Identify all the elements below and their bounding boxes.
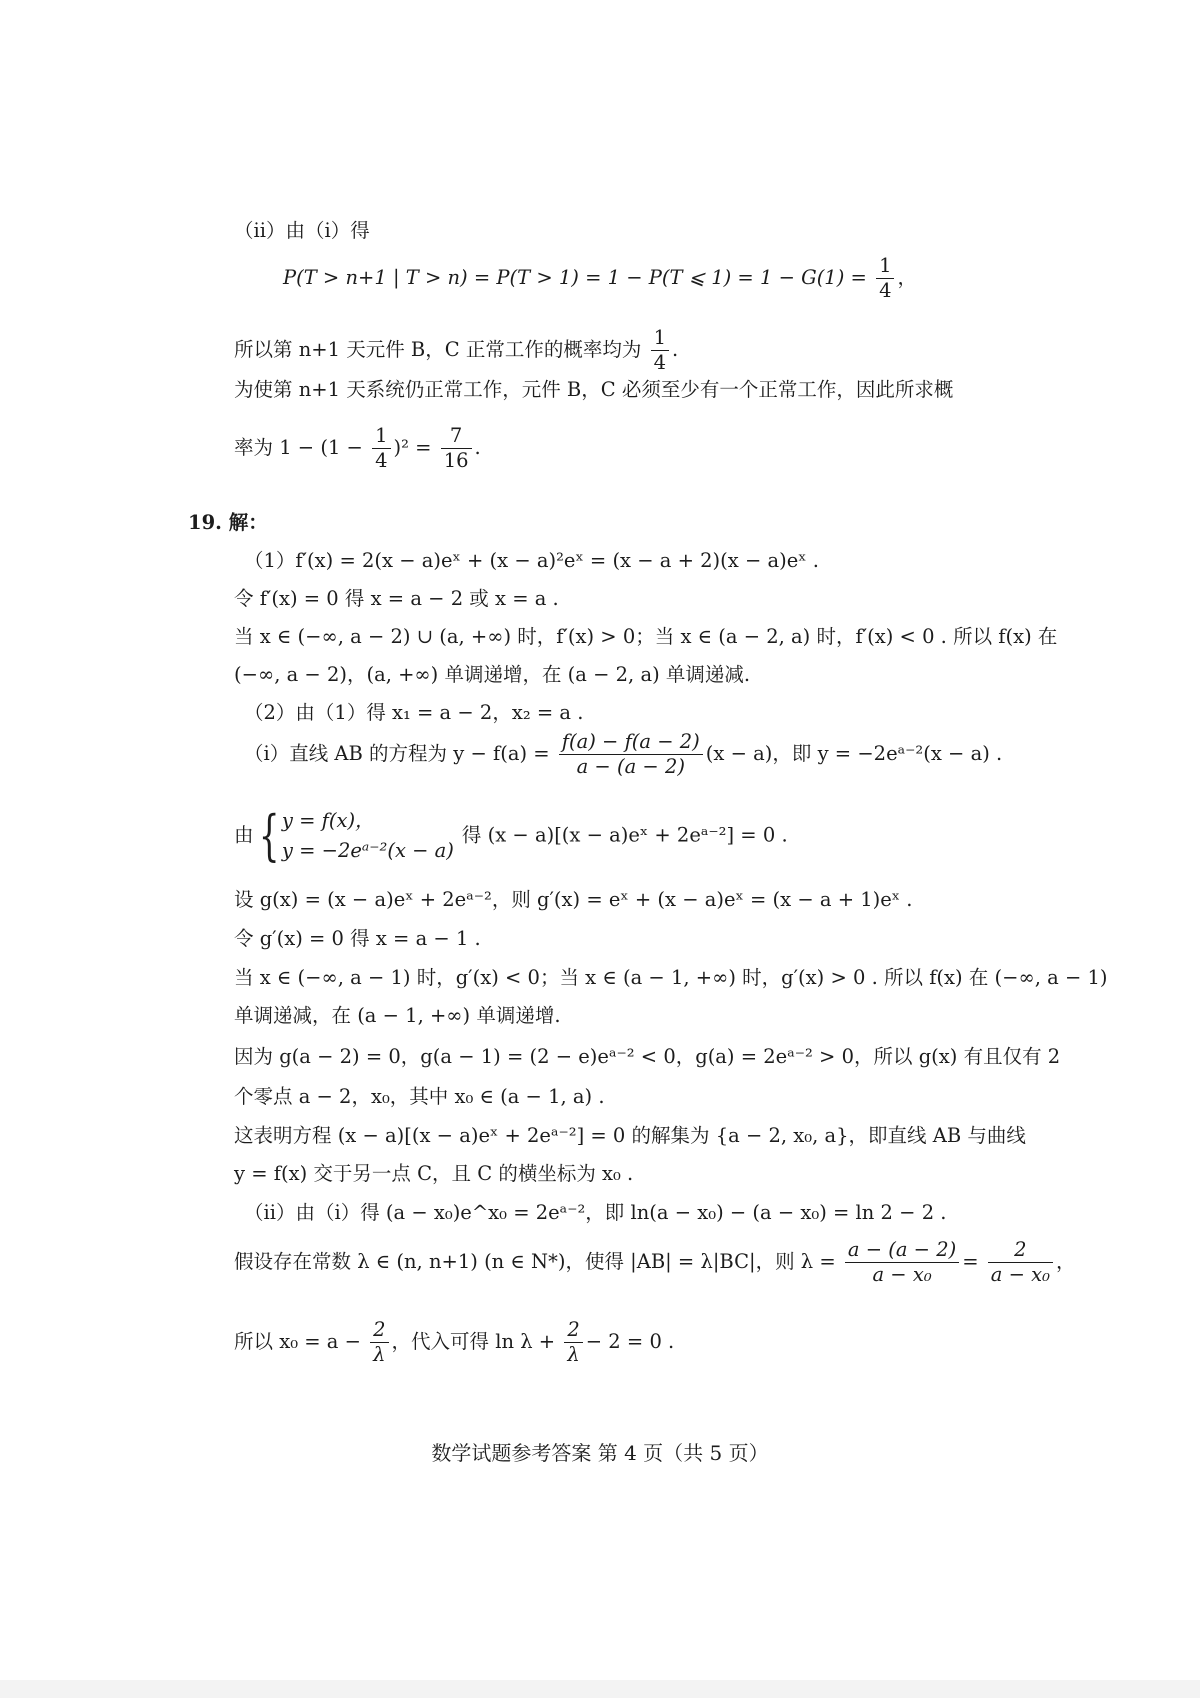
fraction: $\frac{1}{4}$ xyxy=(372,424,390,473)
line-9: 当 x ∈ (−∞, a − 2) ∪ (a, +∞) 时，f′(x) > 0；当 x ∈ (a − 2, a) 时，f′(x) < 0 . 所以 f(x) 在 xyxy=(234,625,1058,648)
line-5: 率为 1 − (1 − $\frac{1}{4}$ )² = $\frac{7}{16}$ . xyxy=(234,424,481,472)
left-brace: { xyxy=(258,804,280,867)
line-17: 单调递减，在 (a − 1, +∞) 单调递增. xyxy=(234,1004,561,1027)
line-15: 令 g′(x) = 0 得 x = a − 1 . xyxy=(234,927,481,950)
fraction: $\frac{a - (a - 2)}{\text{a − x₀}}$ xyxy=(845,1238,959,1287)
line-14: 设 g(x) = (x − a)eˣ + 2eᵃ⁻²，则 g′(x) = eˣ + (x − a)eˣ = (x − a + 1)eˣ . xyxy=(234,888,913,911)
line-12: （i）直线 AB 的方程为 y − f(a) = $\frac{f(a) - f(a - 2)}{a - (a - 2)}$ (x − a)，即 y = −2eᵃ⁻²(x − a) . xyxy=(244,730,1003,778)
equation-system: y = f(x)， y = −2eᵃ⁻²(x − a) xyxy=(281,809,454,862)
page-footer: 数学试题参考答案 第 4 页（共 5 页） xyxy=(431,1441,769,1465)
line-19: 个零点 a − 2，x₀，其中 x₀ ∈ (a − 1, a) . xyxy=(234,1085,605,1108)
line-13-system: 由{ y = f(x)， y = −2eᵃ⁻²(x − a) 得 (x − a)[(x − a)eˣ + 2eᵃ⁻²] = 0 . xyxy=(234,804,788,867)
line-11: （2）由（1）得 x₁ = a − 2，x₂ = a . xyxy=(244,701,584,724)
line-16: 当 x ∈ (−∞, a − 1) 时，g′(x) < 0；当 x ∈ (a − 1, +∞) 时，g′(x) > 0 . 所以 f(x) 在 (−∞, a − 1) xyxy=(234,966,1108,989)
fraction: $\frac{2}{\lambda}$ xyxy=(370,1318,388,1367)
fraction: $\frac{2}{\text{a − x₀}}$ xyxy=(988,1238,1053,1287)
problem-19-heading: 19. 解： xyxy=(188,511,268,534)
line-24: 所以 x₀ = a − $\frac{2}{\lambda}$ ，代入可得 ln λ + $\frac{2}{\lambda}$ − 2 = 0 . xyxy=(234,1318,675,1366)
fraction: $\frac{f(a) - f(a - 2)}{a - (a - 2)}$ xyxy=(559,730,703,779)
line-21: y = f(x) 交于另一点 C，且 C 的横坐标为 x₀ . xyxy=(234,1162,634,1185)
line-7: （1）f′(x) = 2(x − a)eˣ + (x − a)²eˣ = (x − a + 2)(x − a)eˣ . xyxy=(244,549,819,572)
line-1: （ii）由（i）得 xyxy=(234,219,370,242)
line-4: 为使第 n+1 天系统仍正常工作，元件 B，C 必须至少有一个正常工作，因此所求概 xyxy=(234,378,954,401)
line-23: 假设存在常数 λ ∈ (n, n+1) (n ∈ N*)，使得 |AB| = λ|BC|，则 λ = $\frac{a - (a - 2)}{\text{a − x₀}}$ = $\frac{2}{\text{a − x₀}}$ ， xyxy=(234,1238,1076,1286)
line-22: （ii）由（i）得 (a − x₀)e^x₀ = 2eᵃ⁻²，即 ln(a − x₀) − (a − x₀) = ln 2 − 2 . xyxy=(244,1201,947,1224)
fraction: $\frac{2}{\lambda}$ xyxy=(564,1318,582,1367)
fraction: $\frac{1}{4}$ xyxy=(651,326,669,375)
line-10: (−∞, a − 2)，(a, +∞) 单调递增，在 (a − 2, a) 单调递减. xyxy=(234,663,751,686)
fraction: $\frac{1}{4}$ xyxy=(876,254,894,303)
line-20: 这表明方程 (x − a)[(x − a)eˣ + 2eᵃ⁻²] = 0 的解集为 {a − 2, x₀, a}，即直线 AB 与曲线 xyxy=(234,1124,1026,1147)
line-18: 因为 g(a − 2) = 0，g(a − 1) = (2 − e)eᵃ⁻² < 0，g(a) = 2eᵃ⁻² > 0，所以 g(x) 有且仅有 2 xyxy=(234,1045,1061,1068)
scan-edge xyxy=(0,1680,1200,1698)
fraction: $\frac{7}{16}$ xyxy=(441,424,472,473)
line-2-formula: P(T > n+1 | T > n) = P(T > 1) = 1 − P(T ⩽ 1) = 1 − G(1) = $\frac{1}{4}$ ， xyxy=(283,254,917,302)
line-3: 所以第 n+1 天元件 B，C 正常工作的概率均为 $\frac{1}{4}$ . xyxy=(234,326,679,374)
line-8: 令 f′(x) = 0 得 x = a − 2 或 x = a . xyxy=(234,587,559,610)
